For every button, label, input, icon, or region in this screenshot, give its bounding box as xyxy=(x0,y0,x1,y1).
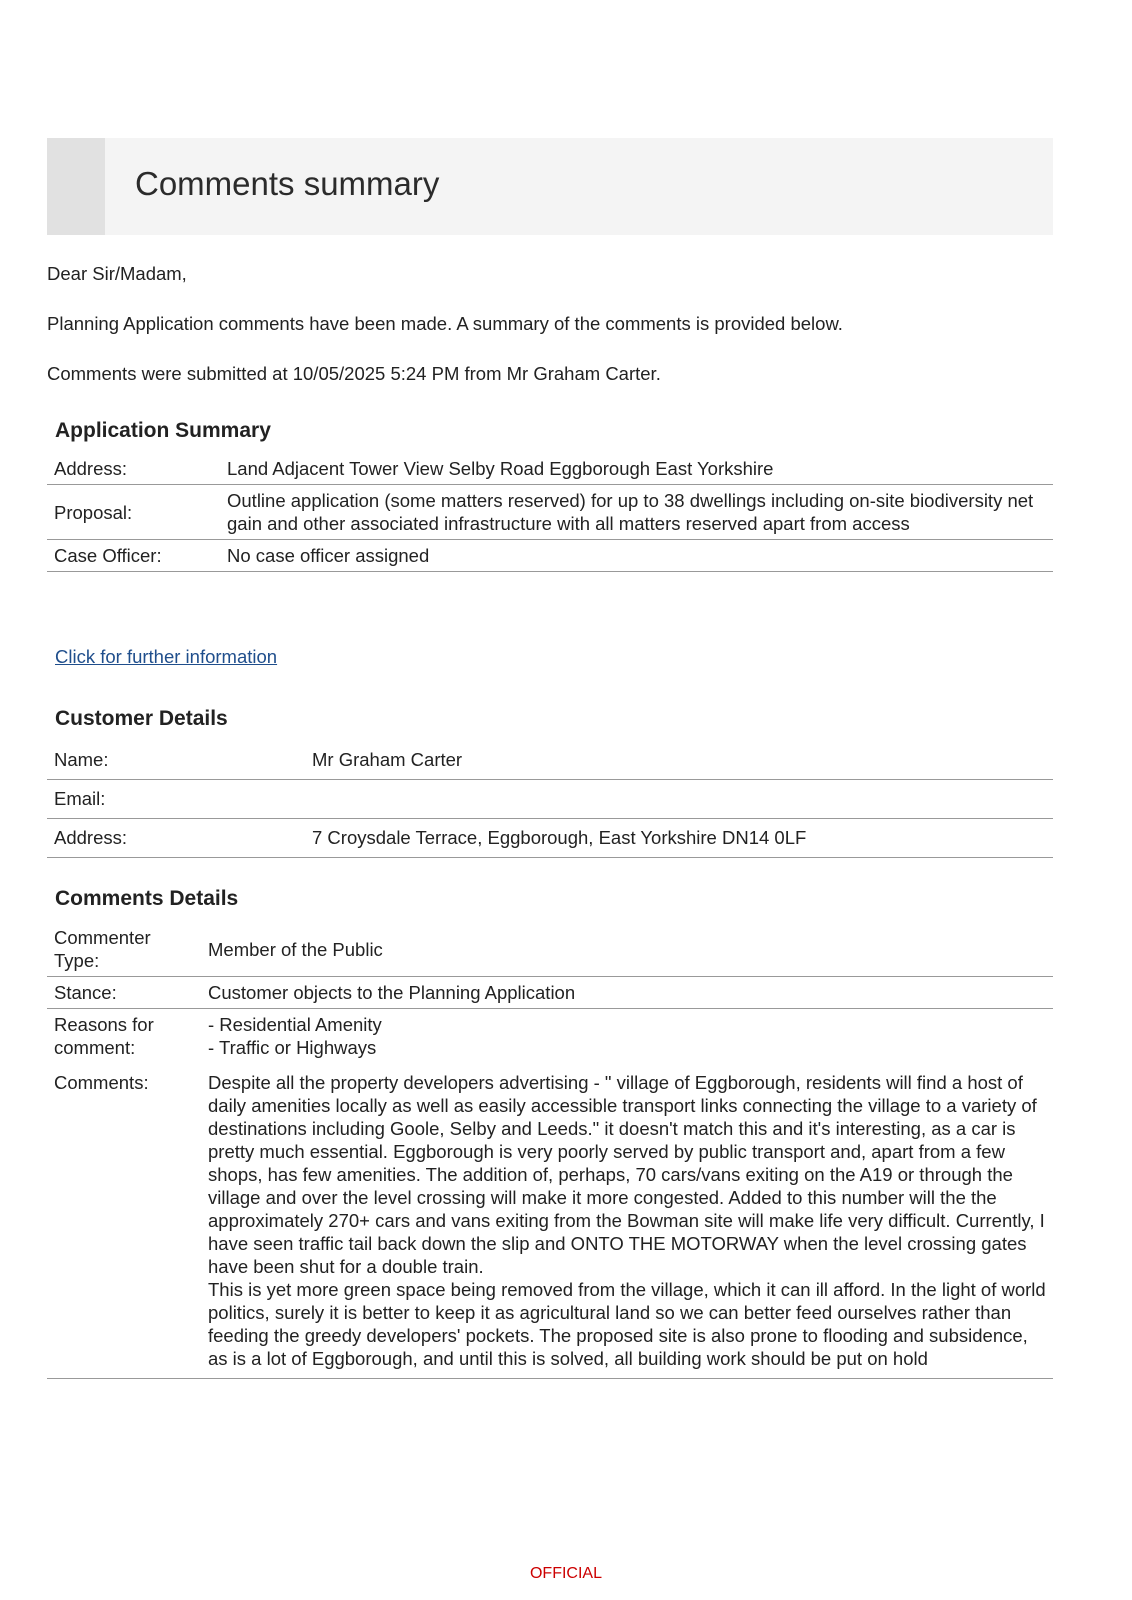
row-value: Member of the Public xyxy=(208,938,383,960)
table-row xyxy=(47,779,1053,818)
row-value xyxy=(201,1009,1053,1064)
classification-footer: OFFICIAL xyxy=(529,1565,602,1582)
row-label: Case Officer: xyxy=(54,545,162,566)
greeting: Dear Sir/Madam, xyxy=(47,263,187,284)
table-row xyxy=(47,1009,1053,1064)
row-label: Email: xyxy=(54,788,106,809)
table-row xyxy=(47,741,1053,779)
table-row xyxy=(47,1063,1053,1379)
row-label: Name: xyxy=(54,749,109,771)
header-banner xyxy=(47,138,1053,235)
customer-details-table xyxy=(47,741,1053,858)
row-value: Customer objects to the Planning Application xyxy=(208,982,576,1003)
comments-details-heading: Comments Details xyxy=(55,887,239,910)
further-information-link[interactable]: Click for further information xyxy=(55,646,278,667)
reason-item: - Residential Amenity xyxy=(208,1014,382,1035)
intro-text: Planning Application comments have been made. A summary of the comments is provided below. xyxy=(47,313,843,334)
table-row xyxy=(47,485,1053,540)
reason-item: - Traffic or Highways xyxy=(208,1037,377,1058)
table-row xyxy=(47,453,1053,485)
page-title: Comments summary xyxy=(135,165,440,202)
application-summary-heading: Application Summary xyxy=(55,419,271,442)
row-value: No case officer assigned xyxy=(227,545,430,566)
row-label: Reasons for comment: xyxy=(54,1014,154,1058)
row-value: Land Adjacent Tower View Selby Road Eggborough East Yorkshire xyxy=(227,458,774,479)
application-summary-table xyxy=(47,453,1053,572)
row-value xyxy=(305,779,1053,818)
row-label: Comments: xyxy=(54,1072,149,1093)
table-row xyxy=(47,922,1053,977)
row-label: Commenter Type: xyxy=(54,927,151,971)
row-value: Mr Graham Carter xyxy=(312,749,463,771)
comment-paragraph: This is yet more green space being removed from the village, which it can ill afford. In the light of world politics, surely it is better to keep it as agricultural land so we can better feed ourselves rather than feeding the greedy developers' pockets. The proposed site is also prone to flooding and subsidence, as is a lot of Eggborough, and until this is solved, all building work should be put on hold xyxy=(208,1279,1046,1369)
row-value: Outline application (some matters reserved) for up to 38 dwellings including on-site biodiversity net gain and other associated infrastructure with all matters reserved apart from access xyxy=(227,490,1034,534)
submitted-text: Comments were submitted at 10/05/2025 5:24 PM from Mr Graham Carter. xyxy=(47,363,661,384)
customer-details-heading: Customer Details xyxy=(55,707,228,730)
table-row xyxy=(47,977,1053,1009)
header-accent-bar xyxy=(47,138,105,235)
row-value: 7 Croysdale Terrace, Eggborough, East Yorkshire DN14 0LF xyxy=(312,827,807,848)
table-row xyxy=(47,818,1053,857)
row-value xyxy=(201,1063,1053,1379)
table-row xyxy=(47,540,1053,572)
row-label: Address: xyxy=(54,458,128,479)
comments-details-table xyxy=(47,922,1053,1379)
row-label: Proposal: xyxy=(54,501,133,523)
row-label: Address: xyxy=(54,827,128,848)
comment-paragraph: Despite all the property developers advertising - " village of Eggborough, residents will find a host of daily amenities locally as well as easily accessible transport links connecting the village to a variety of destinations including Goole, Selby and Leeds." it doesn't match this and it's interesting, as a car is pretty much essential. Eggborough is very poorly served by public transport and, apart from a few shops, has few amenities. The addition of, perhaps, 70 cars/vans exiting on the A19 or through the village and over the level crossing will make it more congested. Added to this number will the the approximately 270+ cars and vans exiting from the Bowman site will make life very difficult. Currently, I have seen traffic tail back down the slip and ONTO THE MOTORWAY when the level crossing gates have been shut for a double train. xyxy=(208,1072,1045,1277)
row-label: Stance: xyxy=(54,982,117,1003)
